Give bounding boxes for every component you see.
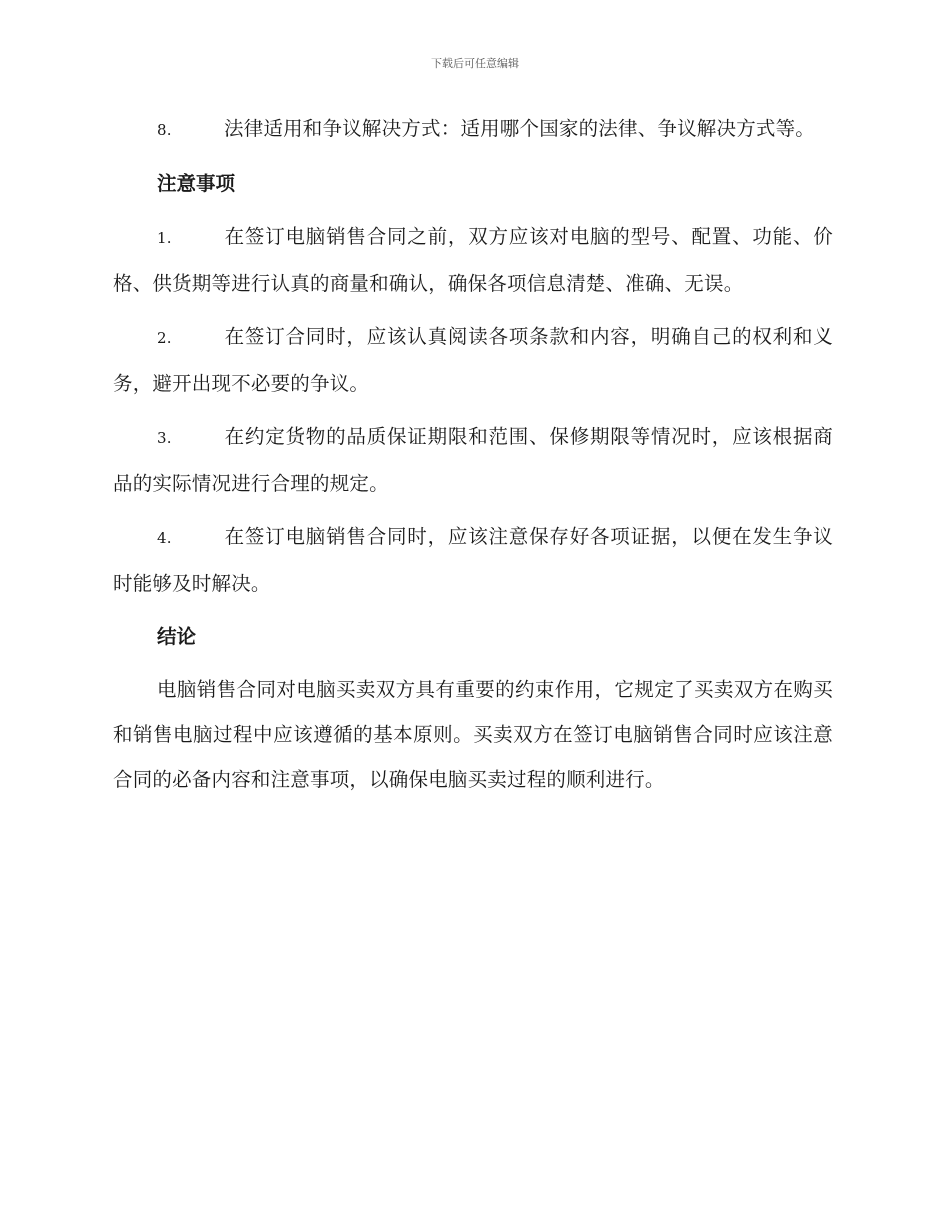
list-item-3 <box>113 414 833 506</box>
list-item-text: 在签订电脑销售合同时，应该注意保存好各项证据，以便在发生争议时能够及时解决。 <box>113 525 833 595</box>
list-item-2 <box>113 314 833 406</box>
document-body <box>113 106 833 810</box>
list-number: 8. <box>157 121 172 139</box>
section-heading-notes: 注意事项 <box>157 172 236 195</box>
list-number: 3. <box>157 429 172 447</box>
list-item-4 <box>113 514 833 606</box>
list-item-text: 在签订合同时，应该认真阅读各项条款和内容，明确自己的权利和义务，避开出现不必要的争议。 <box>113 325 833 395</box>
list-item-1 <box>113 214 833 306</box>
list-number: 2. <box>157 329 172 347</box>
header-note: 下载后可任意编辑 <box>431 57 519 70</box>
list-item-text: 法律适用和争议解决方式：适用哪个国家的法律、争议解决方式等。 <box>224 117 816 140</box>
list-number: 4. <box>157 529 172 547</box>
section-heading-conclusion: 结论 <box>157 625 197 648</box>
list-item-8 <box>113 106 833 153</box>
list-number: 1. <box>157 229 172 247</box>
list-item-text: 在签订电脑销售合同之前，双方应该对电脑的型号、配置、功能、价格、供货期等进行认真的商量和确认，确保各项信息清楚、准确、无误。 <box>113 225 833 295</box>
list-item-text: 在约定货物的品质保证期限和范围、保修期限等情况时，应该根据商品的实际情况进行合理的规定。 <box>113 425 833 495</box>
conclusion-paragraph: 电脑销售合同对电脑买卖双方具有重要的约束作用，它规定了买卖双方在购买和销售电脑过程中应该遵循的基本原则。买卖双方在签订电脑销售合同时应该注意合同的必备内容和注意事项，以确保电脑买卖过程的顺利进行。 <box>113 678 833 791</box>
